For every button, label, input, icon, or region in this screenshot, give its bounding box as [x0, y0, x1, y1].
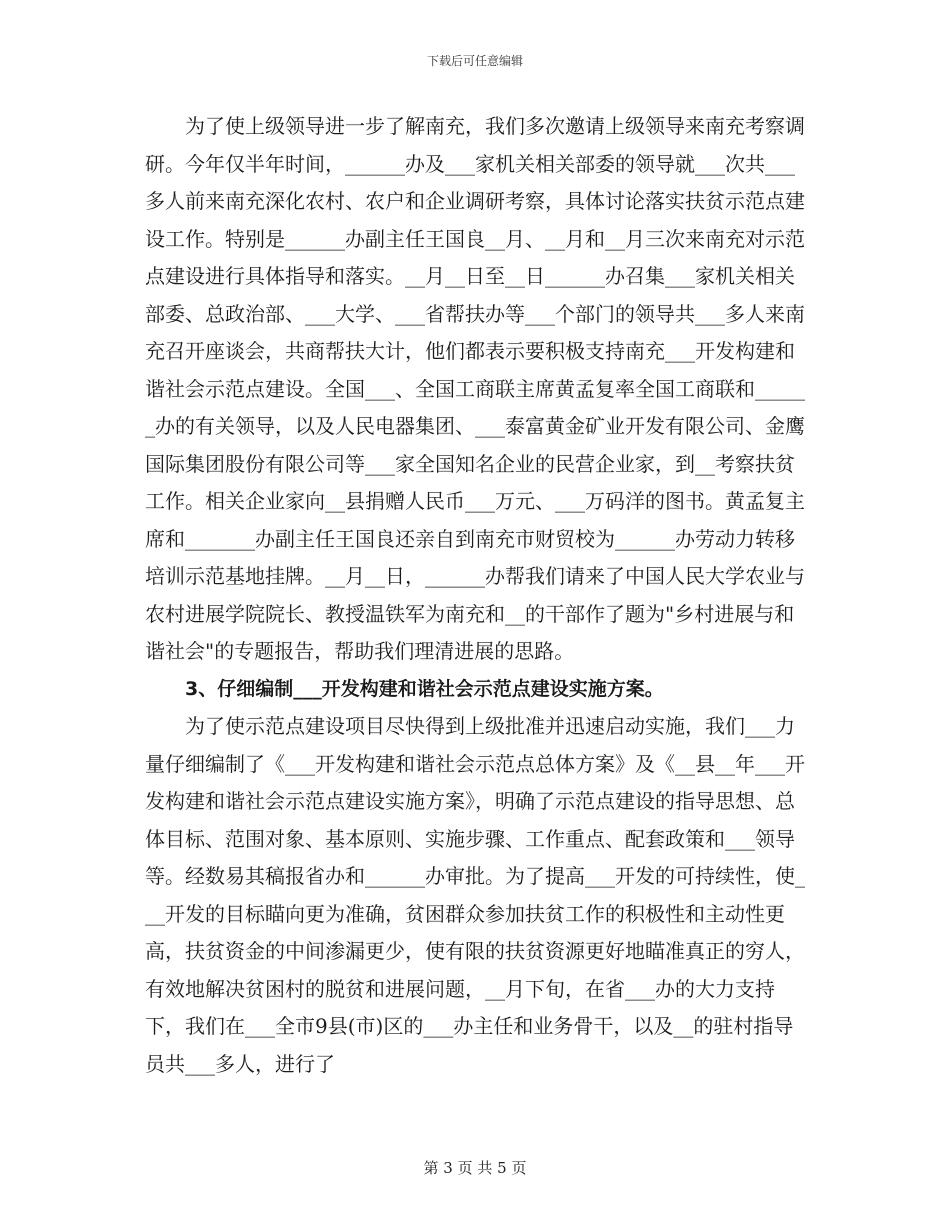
- body-paragraph-2: 为了使示范点建设项目尽快得到上级批准并迅速启动实施，我们___力量仔细编制了《___开发构建和谐社会示范点总体方案》及《__县__年___开发构建和谐社会示范点建设实施方案》，明确了示范点建设的指导思想、总体目标、范围对象、基本原则、实施步骤、工作重点、配套政策和___领导等。经数易其稿报省办和______办审批。为了提高___开发的可持续性，使___开发的目标瞄向更为准确，贫困群众参加扶贫工作的积极性和主动性更高，扶贫资金的中间渗漏更少，使有限的扶贫资源更好地瞄准真正的穷人，有效地解决贫困村的脱贫和进展问题，__月下旬，在省___办的大力支持下，我们在___全市9县(市)区的___办主任和业务骨干，以及__的驻村指导员共___多人，进行了: [145, 714, 805, 1076]
- body-paragraph-1: 为了使上级领导进一步了解南充，我们多次邀请上级领导来南充考察调研。今年仅半年时间，______办及___家机关相关部委的领导就___次共___多人前来南充深化农村、农户和企业调研考察，具体讨论落实扶贫示范点建设工作。特别是______办副主任王国良__月、__月和__月三次来南充对示范点建设进行具体指导和落实。__月__日至__日______办召集___家机关相关部委、总政治部、___大学、___省帮扶办等___个部门的领导共___多人来南充召开座谈会，共商帮扶大计，他们都表示要积极支持南充___开发构建和谐社会示范点建设。全国___、全国工商联主席黄孟复率全国工商联和______办的有关领导，以及人民电器集团、___泰富黄金矿业开发有限公司、金鹰国际集团股份有限公司等___家全国知名企业的民营企业家，到__考察扶贫工作。相关企业家向__县捐赠人民币___万元、___万码洋的图书。黄孟复主席和_______办副主任王国良还亲自到南充市财贸校为______办劳动力转移培训示范基地挂牌。__月__日，______办帮我们请来了中国人民大学农业与农村进展学院院长、教授温铁军为南充和__的干部作了题为"乡村进展与和谐社会"的专题报告，帮助我们理清进展的思路。: [145, 114, 805, 663]
- document-body: [145, 108, 805, 1083]
- page-number-footer: 第 3 页 共 5 页: [423, 1159, 527, 1177]
- page-header: 下载后可任意编辑: [426, 54, 523, 68]
- section-heading: 3、仔细编制___开发构建和谐社会示范点建设实施方案。: [185, 677, 664, 700]
